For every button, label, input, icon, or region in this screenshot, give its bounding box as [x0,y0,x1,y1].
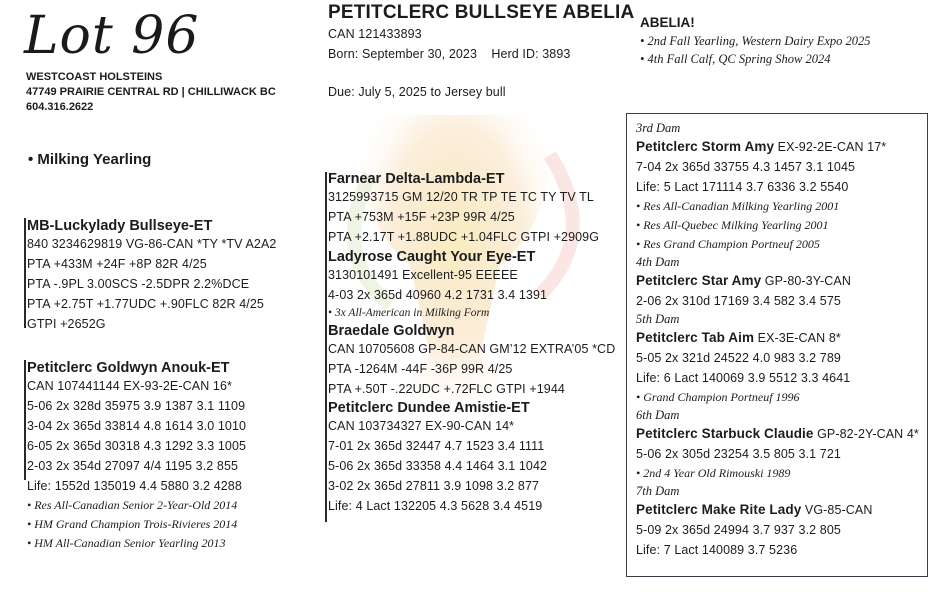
dam-generation-record: 5-05 2x 321d 24522 4.0 983 3.2 789 [636,351,841,365]
dam-generation-class: GP-82-2Y-CAN 4* [813,427,919,441]
dam-lineage-list [636,120,926,560]
dam-sire-line: CAN 10705608 GP-84-CAN GM’12 EXTRA’05 *CD [328,342,616,356]
dam-line: 3-04 2x 365d 33814 4.8 1614 3.0 1010 [27,419,247,433]
dam-dam-line: 7-01 2x 365d 32447 4.7 1523 3.4 1111 [328,439,545,453]
sire-dam-award: • 3x All-American in Milking Form [328,307,490,319]
dam-generation-name: Petitclerc Make Rite Lady [636,502,802,517]
dam-generation-label: 7th Dam [636,484,680,498]
dam-line: CAN 107441144 EX-93-2E-CAN 16* [27,379,232,393]
sire-dam-line: 3130101491 Excellent-95 EEEEE [328,268,518,282]
dam-dam-line: Life: 4 Lact 132205 4.3 5628 3.4 4519 [328,499,543,513]
dam-generation-award: • Res All-Canadian Milking Yearling 2001 [636,199,840,213]
dam-lineage-box [626,113,928,577]
dam-dam-line: 5-06 2x 365d 33358 4.4 1464 3.1 1042 [328,459,548,473]
animal-born: Born: September 30, 2023 [328,47,478,61]
dam-sire-name: Braedale Goldwyn [328,323,455,339]
dam-generation-class: EX-3E-CAN 8* [754,331,841,345]
dam-generation-label: 6th Dam [636,408,680,422]
dam-sire-line: PTA -1264M -44F -36P 99R 4/25 [328,362,513,376]
dam-generation-label: 4th Dam [636,255,680,269]
dam-generation-record: 7-04 2x 365d 33755 4.3 1457 3.1 1045 [636,160,856,174]
dam-generation-award: • Res Grand Champion Portneuf 2005 [636,237,820,251]
dam-generation-title [636,328,926,348]
farm-info [26,70,276,115]
dam-generation-title [636,500,926,520]
dam-dam-line: CAN 103734327 EX-90-CAN 14* [328,419,515,433]
dam-award: • HM Grand Champion Trois-Rivieres 2014 [27,517,238,531]
dam-dam-line: 3-02 2x 365d 27811 3.9 1098 3.2 877 [328,479,540,493]
pedigree-bracket [24,218,26,328]
animal-herd-id: Herd ID: 3893 [491,47,571,61]
dam-award: • Res All-Canadian Senior 2-Year-Old 2014 [27,498,238,512]
sire-sire-line: PTA +753M +15F +23P 99R 4/25 [328,210,515,224]
dam-generation-label: 3rd Dam [636,121,681,135]
abelia-heading: ABELIA! [640,15,695,30]
sire-name: MB-Luckylady Bullseye-ET [27,218,213,234]
dam-name: Petitclerc Goldwyn Anouk-ET [27,360,230,376]
grandparents-block [328,171,615,516]
abelia-awards [640,14,871,68]
dam-line: 2-03 2x 354d 27097 4/4 1195 3.2 855 [27,459,239,473]
dam-generation-record: 5-09 2x 365d 24994 3.7 937 3.2 805 [636,523,841,537]
animal-born-line [328,44,634,64]
lot-number: Lot 96 [24,6,200,66]
dam-generation-award: • 2nd 4 Year Old Rimouski 1989 [636,466,791,480]
dam-block [27,360,246,553]
dam-generation-record: 2-06 2x 310d 17169 3.4 582 3.4 575 [636,294,841,308]
dam-generation-record: 5-06 2x 305d 23254 3.5 805 3.1 721 [636,447,841,461]
dam-generation-title [636,137,926,157]
abelia-award: • 4th Fall Calf, QC Spring Show 2024 [640,52,831,66]
dam-generation-record: Life: 5 Lact 171114 3.7 6336 3.2 5540 [636,180,849,194]
dam-generation-label: 5th Dam [636,312,680,326]
dam-line: Life: 1552d 135019 4.4 5880 3.2 4288 [27,479,242,493]
sire-sire-line: PTA +2.17T +1.88UDC +1.04FLC GTPI +2909G [328,230,600,244]
animal-name: PETITCLERC BULLSEYE ABELIA [328,2,635,23]
dam-generation-class: EX-92-2E-CAN 17* [774,140,887,154]
abelia-award: • 2nd Fall Yearling, Western Dairy Expo 2025 [640,34,871,48]
dam-generation-title [636,424,926,444]
sire-line: PTA +2.75T +1.77UDC +.90FLC 82R 4/25 [27,297,264,311]
dam-dam-name: Petitclerc Dundee Amistie-ET [328,400,530,416]
sire-line: PTA +433M +24F +8P 82R 4/25 [27,257,207,271]
dam-generation-name: Petitclerc Tab Aim [636,330,755,345]
dam-generation-title [636,271,926,291]
pedigree-bracket [24,360,26,480]
pedigree-bracket [325,172,327,522]
dam-sire-line: PTA +.50T -.22UDC +.72FLC GTPI +1944 [328,382,565,396]
sire-line: PTA -.9PL 3.00SCS -2.5DPR 2.2%DCE [27,277,250,291]
farm-address: 47749 PRAIRIE CENTRAL RD | CHILLIWACK BC [26,86,276,98]
dam-line: 6-05 2x 365d 30318 4.3 1292 3.3 1005 [27,439,247,453]
farm-phone: 604.316.2622 [26,101,94,113]
dam-line: 5-06 2x 328d 35975 3.9 1387 3.1 1109 [27,399,246,413]
sire-block [27,218,276,334]
dam-generation-class: VG-85-CAN [801,503,873,517]
sire-sire-name: Farnear Delta-Lambda-ET [328,171,505,187]
dam-generation-name: Petitclerc Storm Amy [636,139,775,154]
farm-name: WESTCOAST HOLSTEINS [26,71,163,83]
dam-generation-class: GP-80-3Y-CAN [761,274,851,288]
sire-line: GTPI +2652G [27,317,106,331]
dam-generation-record: Life: 7 Lact 140089 3.7 5236 [636,543,798,557]
dam-generation-award: • Grand Champion Portneuf 1996 [636,390,800,404]
animal-header [328,2,634,102]
animal-reg: CAN 121433893 [328,27,422,41]
sire-line: 840 3234629819 VG-86-CAN *TY *TV A2A2 [27,237,277,251]
category-label: • Milking Yearling [28,151,152,168]
dam-generation-award: • Res All-Quebec Milking Yearling 2001 [636,218,829,232]
sire-dam-line: 4-03 2x 365d 40960 4.2 1731 3.4 1391 [328,288,548,302]
dam-award: • HM All-Canadian Senior Yearling 2013 [27,536,226,550]
sire-dam-name: Ladyrose Caught Your Eye-ET [328,249,536,265]
sire-sire-line: 3125993715 GM 12/20 TR TP TE TC TY TV TL [328,190,594,204]
dam-generation-record: Life: 6 Lact 140069 3.9 5512 3.3 4641 [636,371,851,385]
animal-due: Due: July 5, 2025 to Jersey bull [328,85,506,99]
dam-generation-name: Petitclerc Star Amy [636,273,762,288]
dam-generation-name: Petitclerc Starbuck Claudie [636,426,814,441]
